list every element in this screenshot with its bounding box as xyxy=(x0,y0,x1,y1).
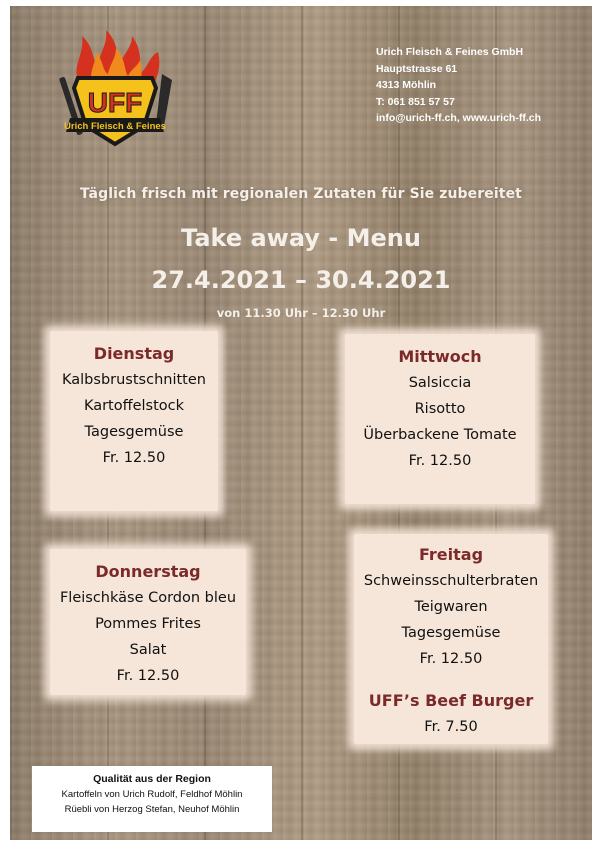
menu-flyer xyxy=(10,6,592,840)
regional-quality-box xyxy=(32,766,272,832)
menu-card-tuesday xyxy=(50,331,218,511)
menu-item: Kalbsbrustschnitten xyxy=(62,372,206,388)
menu-price: Fr. 12.50 xyxy=(102,450,166,466)
special-item-title: UFF’s Beef Burger xyxy=(368,691,534,710)
special-item-price: Fr. 7.50 xyxy=(424,719,478,735)
company-phone: T: 061 851 57 57 xyxy=(376,95,455,108)
menu-item: Fleischkäse Cordon bleu xyxy=(59,590,237,606)
company-city: 4313 Möhlin xyxy=(376,79,437,91)
menu-title: Take away - Menu xyxy=(181,224,421,252)
day-title: Freitag xyxy=(418,545,484,564)
day-title: Dienstag xyxy=(93,344,175,363)
menu-price: Fr. 12.50 xyxy=(408,453,472,469)
day-title: Mittwoch xyxy=(398,347,482,366)
tagline: Täglich frisch mit regionalen Zutaten für Sie zubereitet xyxy=(80,186,522,202)
menu-item: Kartoffelstock xyxy=(83,398,185,414)
menu-item: Schweinsschulterbraten xyxy=(363,573,539,589)
menu-price: Fr. 12.50 xyxy=(419,651,483,667)
menu-item: Risotto xyxy=(414,401,466,417)
menu-card-thursday xyxy=(50,549,246,695)
menu-item: Salsiccia xyxy=(408,375,472,391)
uff-logo xyxy=(40,26,190,156)
company-name: Urich Fleisch & Feines GmbH xyxy=(376,46,524,58)
menu-dates: 27.4.2021 – 30.4.2021 xyxy=(151,266,451,294)
menu-price: Fr. 12.50 xyxy=(116,668,180,684)
footer-line: Rüebli von Herzog Stefan, Neuhof Möhlin xyxy=(64,804,240,815)
logo-banner-text: Urich Fleisch & Feines xyxy=(64,121,166,132)
menu-card-friday xyxy=(354,534,548,744)
footer-title: Qualität aus der Region xyxy=(93,773,211,785)
menu-item: Tagesgemüse xyxy=(84,424,184,440)
menu-item: Teigwaren xyxy=(414,599,488,615)
company-web[interactable]: info@urich-ff.ch, www.urich-ff.ch xyxy=(376,112,542,124)
company-street: Hauptstrasse 61 xyxy=(376,62,458,75)
menu-item: Überbackene Tomate xyxy=(363,427,517,443)
day-title: Donnerstag xyxy=(95,562,201,581)
menu-item: Tagesgemüse xyxy=(401,625,501,641)
menu-item: Salat xyxy=(129,642,167,658)
footer-line: Kartoffeln von Urich Rudolf, Feldhof Möhlin xyxy=(61,789,243,800)
opening-hours: von 11.30 Uhr – 12.30 Uhr xyxy=(216,306,386,320)
menu-item: Pommes Frites xyxy=(95,616,201,632)
company-address xyxy=(376,44,541,127)
menu-card-wednesday xyxy=(345,334,535,504)
logo-brand-text: UFF xyxy=(87,87,143,118)
